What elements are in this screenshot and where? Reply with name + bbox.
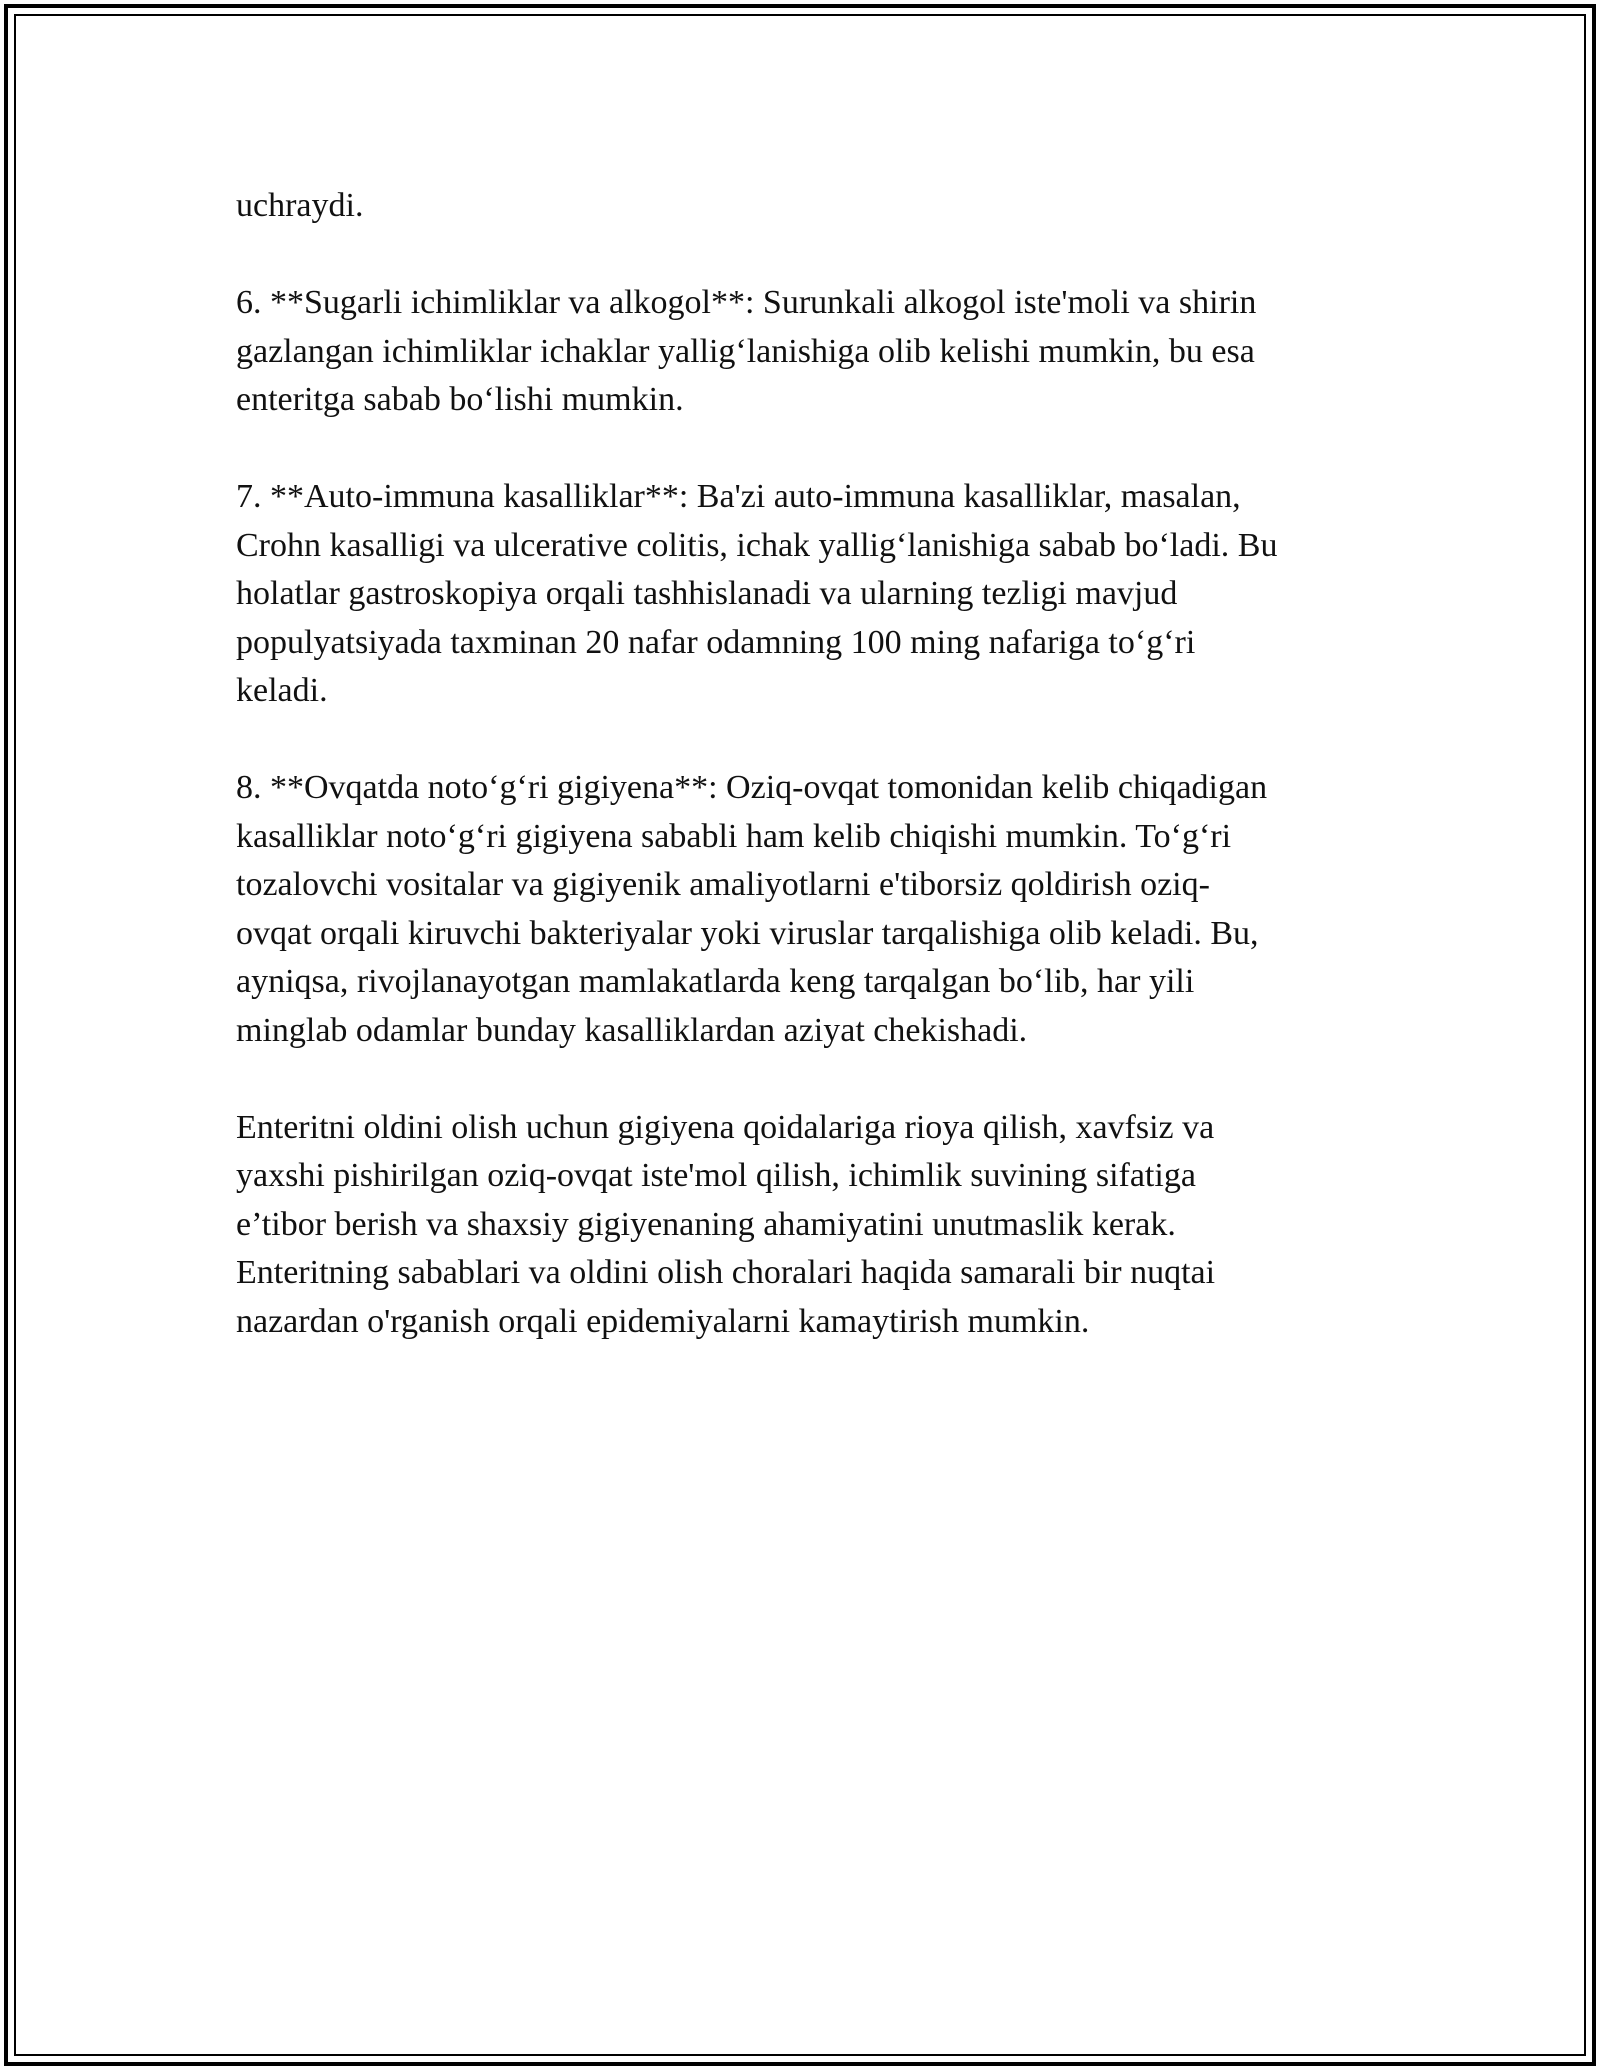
text-line: gazlangan ichimliklar ichaklar yallig‘lanishiga olib kelishi mumkin, bu esa xyxy=(236,332,1255,370)
document-body xyxy=(236,182,1366,1395)
text-line: holatlar gastroskopiya orqali tashhislanadi va ularning tezligi mavjud xyxy=(236,575,1178,612)
text-line: minglab odamlar bunday kasalliklardan aziyat chekishadi. xyxy=(236,1011,1028,1049)
paragraph-conclusion xyxy=(236,1104,1366,1347)
text-line: Enteritning sabablari va oldini olish choralari haqida samarali bir nuqtai xyxy=(236,1254,1216,1291)
text-line: 8. **Ovqatda noto‘g‘ri gigiyena**: Oziq-ovqat tomonidan kelib chiqadigan xyxy=(236,769,1268,806)
text-line: e’tibor berish va shaxsiy gigiyenaning ahamiyatini unutmaslik kerak. xyxy=(236,1205,1176,1243)
text-line: Crohn kasalligi va ulcerative colitis, ichak yallig‘lanishiga sabab bo‘ladi. Bu xyxy=(236,526,1278,564)
text-line: enteritga sabab bo‘lishi mumkin. xyxy=(236,381,684,418)
paragraph-item-6 xyxy=(236,279,1366,425)
text-line: tozalovchi vositalar va gigiyenik amaliyotlarni e'tiborsiz qoldirish oziq- xyxy=(236,866,1210,903)
text-line: ayniqsa, rivojlanayotgan mamlakatlarda keng tarqalgan bo‘lib, har yili xyxy=(236,963,1195,1000)
paragraph-continuation xyxy=(236,182,1366,231)
text-line: populyatsiyada taxminan 20 nafar odamning 100 ming nafariga to‘g‘ri xyxy=(236,623,1196,661)
text-line: 6. **Sugarli ichimliklar va alkogol**: Surunkali alkogol iste'moli va shirin xyxy=(236,284,1257,321)
text-line: kasalliklar noto‘g‘ri gigiyena sababli ham kelib chiqishi mumkin. To‘g‘ri xyxy=(236,817,1232,855)
text-line: keladi. xyxy=(236,672,328,709)
text-line: 7. **Auto-immuna kasalliklar**: Ba'zi auto-immuna kasalliklar, masalan, xyxy=(236,478,1241,515)
text-line: yaxshi pishirilgan oziq-ovqat iste'mol qilish, ichimlik suvining sifatiga xyxy=(236,1157,1196,1194)
paragraph-item-7 xyxy=(236,473,1366,716)
text-line: ovqat orqali kiruvchi bakteriyalar yoki viruslar tarqalishiga olib keladi. Bu, xyxy=(236,914,1259,952)
text-line: uchraydi. xyxy=(236,187,364,224)
text-line: Enteritni oldini olish uchun gigiyena qoidalariga rioya qilish, xavfsiz va xyxy=(236,1108,1215,1146)
paragraph-item-8 xyxy=(236,764,1366,1055)
text-line: nazardan o'rganish orqali epidemiyalarni kamaytirish mumkin. xyxy=(236,1302,1090,1340)
